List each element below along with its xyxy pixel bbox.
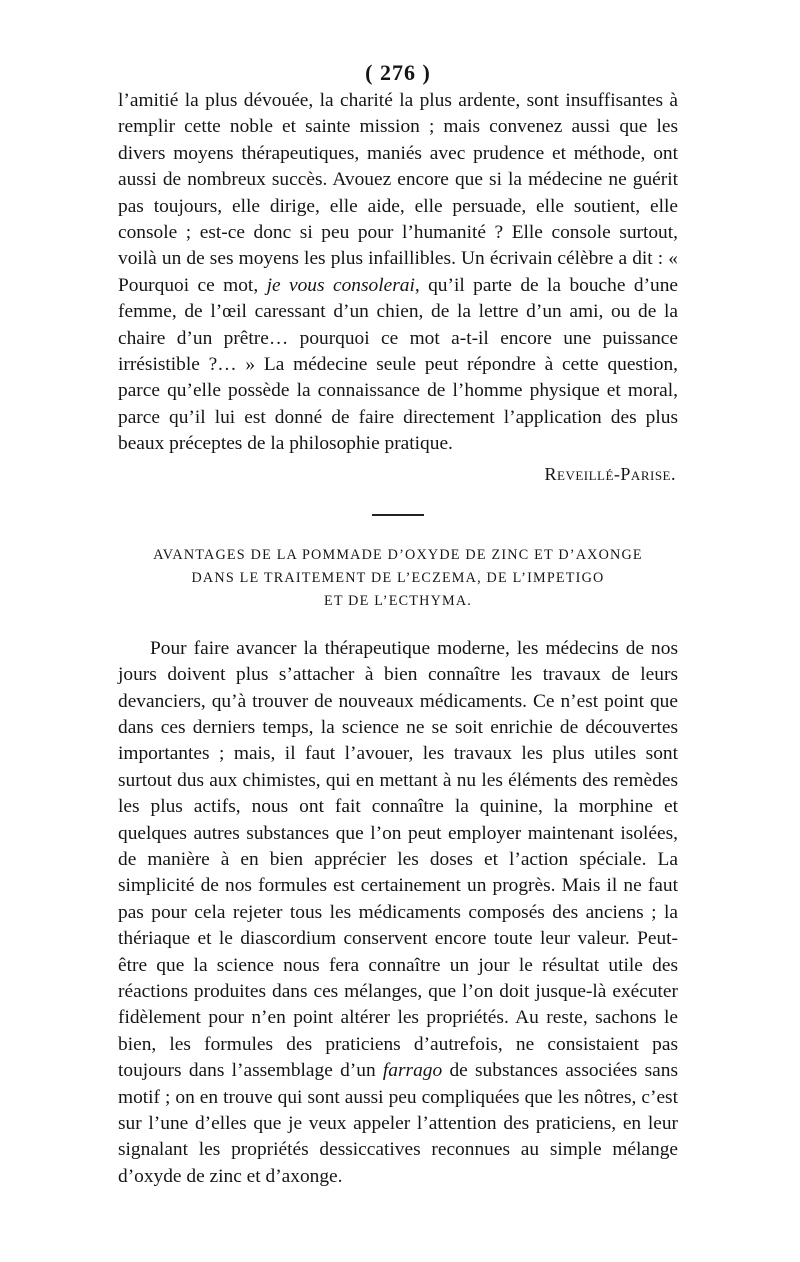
article-title-line-2: DANS LE TRAITEMENT DE L’ECZEMA, DE L’IMPETIGO xyxy=(191,569,605,586)
continuation-text-end: , qu’il parte de la bouche d’une femme, de l’œil caressant d’un chien, de la lettre d’un ami, ou de la chaire d’un prêtre… pourquoi ce mot a-t-il encore une puissance irrésistible ?… » La médecine seule peut répondre à cette question, parce qu’elle possède la connaissance de l’homme physique et moral, parce qu’il lui est donné de faire directement l’application des plus beaux préceptes de la philosophie pratique. xyxy=(118,274,679,455)
page-number: ( 276 ) xyxy=(365,60,431,85)
article-title-line-3: ET DE L’ECTHYMA. xyxy=(323,592,473,609)
continuation-text-start: l’amitié la plus dévouée, la charité la plus ardente, sont insuffisantes à remplir cette noble et sainte mission ; mais convenez aussi que les divers moyens thérapeutiques, maniés avec prudence et méthode, ont aussi de nombreux succès. Avouez encore que si la médecine ne guérit pas toujours, elle dirige, elle aide, elle persuade, elle soutient, elle console ; est-ce donc si peu pour l’humanité ? Elle console surtout, voilà un de ses moyens les plus infaillibles. Un écrivain célèbre a dit : « Pourquoi ce mot, xyxy=(118,90,678,296)
book-page xyxy=(118,58,678,1190)
article-title-line-1: AVANTAGES DE LA POMMADE D’OXYDE DE ZINC ET D’AXONGE xyxy=(153,546,643,563)
section-divider xyxy=(372,514,424,516)
article-paragraph xyxy=(118,636,678,1191)
article-text-end: de substances associées sans motif ; on en trouve qui sont aussi peu compliquées que les nôtres, c’est sur l’une d’elles que je veux appeler l’attention des praticiens, en leur signalant les propriétés dessiccatives reconnues au simple mélange d’oxyde de zinc et d’axonge. xyxy=(118,1060,679,1187)
author-signature: Reveillé-Parise. xyxy=(544,463,676,484)
article-title xyxy=(118,544,678,613)
article-text-start: Pour faire avancer la thérapeutique moderne, les médecins de nos jours doivent plus s’attacher à bien connaître les travaux de leurs devanciers, qu’à trouver de nouveaux médicaments. Ce n’est point que dans ces derniers temps, la science ne se soit enrichie de découvertes importantes ; mais, il faut l’avouer, les travaux les plus utiles sont surtout dus aux chimistes, qui en mettant à nu les éléments des remèdes les plus actifs, nous ont fait connaître la quinine, la morphine et quelques autres substances que l’on peut employer maintenant isolées, de manière à en bien apprécier les doses et l’action spéciale. La simplicité de nos formules est certainement un progrès. Mais il ne faut pas pour cela rejeter tous les médicaments composés des anciens ; la thériaque et le diascordium conservent encore toute leur valeur. Peut-être que la science nous fera connaître un jour le résultat utile des réactions produites dans ces mélanges, que l’on doit jusque-là exécuter fidèlement pour n’en point altérer les propriétés. Au reste, sachons le bien, les formules des praticiens d’autrefois, ne consistaient pas toujours dans l’assemblage d’un xyxy=(118,637,678,1082)
quote-emphasis: je vous consolerai xyxy=(266,274,415,296)
farrago-emphasis: farrago xyxy=(382,1060,443,1082)
continuation-paragraph xyxy=(118,88,678,458)
